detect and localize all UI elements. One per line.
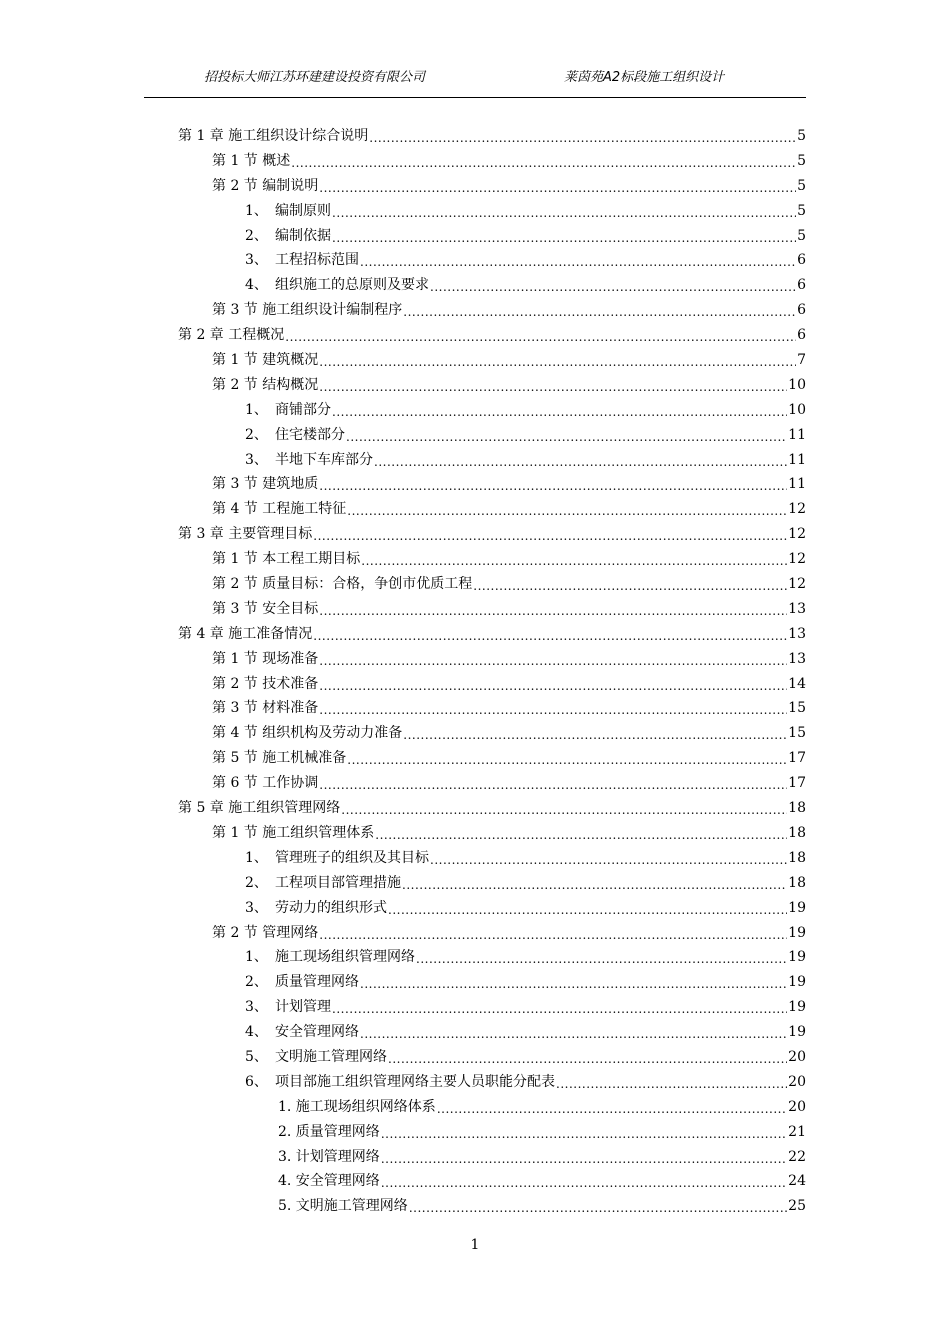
toc-dot-leader [332, 997, 787, 1022]
toc-entry-level-2[interactable] [212, 472, 806, 497]
toc-entry-title: 5. 文明施工管理网络 [278, 1198, 408, 1215]
toc-entry-page: 5 [797, 227, 806, 244]
toc-entry-level-2[interactable] [212, 721, 806, 746]
toc-entry-text: 计划管理 [275, 999, 331, 1016]
toc-entry-page: 6 [797, 302, 806, 319]
toc-dot-leader [388, 898, 787, 923]
toc-entry-title: 第 1 节 现场准备 [212, 650, 319, 667]
toc-entry-page: 12 [788, 576, 806, 593]
toc-entry-page: 5 [797, 202, 806, 219]
toc-dot-leader [381, 1147, 787, 1172]
toc-entry-level-3[interactable] [245, 846, 806, 871]
toc-entry-page: 5 [797, 128, 806, 144]
toc-entry-text: 劳动力的组织形式 [275, 899, 387, 916]
toc-dot-leader [332, 201, 796, 226]
toc-dot-leader [416, 947, 787, 972]
toc-entry-title [245, 871, 401, 896]
toc-entry-page: 18 [788, 849, 806, 866]
toc-entry-number: 2、 [245, 426, 268, 443]
toc-dot-leader [388, 1047, 787, 1072]
toc-dot-leader [319, 176, 796, 201]
toc-entry-text: 质量管理网络 [275, 974, 359, 991]
toc-entry-page: 5 [797, 152, 806, 169]
toc-dot-leader [346, 425, 787, 450]
toc-entry-number: 5、 [245, 1048, 268, 1065]
toc-entry-number: 2、 [245, 227, 268, 244]
toc-dot-leader [319, 375, 787, 400]
toc-entry-page: 19 [788, 974, 806, 991]
toc-entry-number: 3、 [245, 451, 268, 468]
toc-entry-level-2[interactable] [212, 298, 806, 323]
toc-dot-leader [347, 748, 787, 773]
toc-entry-text: 商铺部分 [275, 401, 331, 418]
toc-entry-page: 19 [788, 899, 806, 916]
toc-entry-number: 3、 [245, 899, 268, 916]
toc-entry-title [245, 398, 331, 423]
toc-entry-page: 20 [788, 1073, 806, 1090]
toc-entry-page: 6 [797, 277, 806, 294]
toc-dot-leader [402, 873, 787, 898]
toc-entry-title: 第 3 节 安全目标 [212, 600, 319, 617]
toc-dot-leader [319, 923, 787, 948]
toc-entry-number: 1、 [245, 949, 268, 966]
toc-entry-page: 22 [788, 1148, 806, 1165]
toc-entry-text: 编制原则 [275, 202, 331, 219]
header-company-name: 招投标大师江苏环建建设投资有限公司 [204, 70, 426, 85]
header-divider [144, 97, 806, 98]
toc-entry-level-2[interactable] [212, 174, 806, 199]
toc-entry-title [245, 896, 387, 921]
header-document-title: 莱茵苑A2标段施工组织设计 [564, 70, 725, 85]
toc-entry-title [245, 224, 331, 249]
toc-entry-title [245, 448, 373, 473]
toc-entry-page: 18 [788, 874, 806, 891]
toc-entry-title: 第 4 节 工程施工特征 [212, 501, 347, 518]
toc-entry-number: 1、 [245, 202, 268, 219]
toc-entry-level-2[interactable] [212, 821, 806, 846]
toc-entry-page: 11 [788, 451, 806, 468]
toc-dot-leader [381, 1122, 787, 1147]
toc-entry-page: 13 [788, 600, 806, 617]
toc-entry-page: 19 [788, 949, 806, 966]
toc-entry-level-3[interactable] [245, 423, 806, 448]
toc-entry-level-1[interactable] [178, 124, 806, 149]
toc-entry-level-4[interactable] [278, 1095, 806, 1120]
toc-entry-number: 1、 [245, 401, 268, 418]
toc-dot-leader [375, 823, 787, 848]
toc-dot-leader [319, 474, 787, 499]
toc-entry-level-3[interactable] [245, 273, 806, 298]
toc-dot-leader [313, 524, 787, 549]
toc-dot-leader [556, 1072, 787, 1097]
toc-entry-title: 第 5 章 施工组织管理网络 [178, 800, 341, 817]
toc-entry-page: 10 [788, 376, 806, 393]
toc-entry-number: 6、 [245, 1073, 268, 1090]
toc-entry-page: 6 [797, 327, 806, 344]
toc-entry-title [245, 1070, 555, 1095]
toc-entry-text: 施工现场组织管理网络 [275, 949, 415, 966]
toc-dot-leader [332, 226, 796, 251]
toc-entry-page: 10 [788, 401, 806, 418]
toc-entry-page: 17 [788, 775, 806, 792]
toc-dot-leader [319, 674, 787, 699]
toc-entry-page: 5 [797, 177, 806, 194]
toc-dot-leader [341, 798, 787, 823]
toc-entry-page: 12 [788, 551, 806, 568]
toc-entry-level-4[interactable] [278, 1145, 806, 1170]
toc-entry-page: 15 [788, 725, 806, 742]
toc-entry-text: 住宅楼部分 [275, 426, 345, 443]
toc-entry-text: 编制依据 [275, 227, 331, 244]
toc-dot-leader [430, 848, 787, 873]
toc-entry-page: 7 [797, 352, 806, 369]
toc-entry-level-4[interactable] [278, 1194, 806, 1219]
toc-dot-leader [403, 300, 796, 325]
toc-dot-leader [369, 126, 796, 151]
toc-entry-number: 4、 [245, 1024, 268, 1041]
toc-entry-level-3[interactable] [245, 871, 806, 896]
toc-entry-level-3[interactable] [245, 945, 806, 970]
toc-entry-title [245, 273, 429, 298]
toc-dot-leader [437, 1097, 787, 1122]
toc-dot-leader [403, 723, 787, 748]
toc-entry-number: 3、 [245, 999, 268, 1016]
toc-entry-title: 第 5 节 施工机械准备 [212, 750, 347, 767]
toc-entry-page: 20 [788, 1098, 806, 1115]
toc-entry-title: 第 2 节 管理网络 [212, 924, 319, 941]
toc-dot-leader [381, 1171, 787, 1196]
toc-entry-level-2[interactable] [212, 597, 806, 622]
toc-entry-level-2[interactable] [212, 497, 806, 522]
toc-entry-level-2[interactable] [212, 746, 806, 771]
toc-entry-title: 4. 安全管理网络 [278, 1173, 380, 1190]
toc-entry-title [245, 1020, 359, 1045]
toc-entry-title [245, 945, 415, 970]
toc-entry-level-1[interactable] [178, 796, 806, 821]
toc-dot-leader [409, 1196, 787, 1221]
toc-dot-leader [319, 350, 796, 375]
toc-entry-level-2[interactable] [212, 348, 806, 373]
toc-entry-title: 第 2 节 编制说明 [212, 177, 319, 194]
toc-entry-title: 第 3 章 主要管理目标 [178, 526, 313, 543]
toc-dot-leader [347, 499, 787, 524]
toc-entry-page: 11 [788, 476, 806, 493]
toc-entry-level-3[interactable] [245, 224, 806, 249]
toc-dot-leader [332, 400, 787, 425]
toc-entry-title [245, 1045, 387, 1070]
toc-entry-text: 项目部施工组织管理网络主要人员职能分配表 [275, 1073, 555, 1090]
toc-entry-page: 11 [788, 426, 806, 443]
toc-entry-level-3[interactable] [245, 970, 806, 995]
toc-entry-title [245, 423, 345, 448]
toc-entry-level-3[interactable] [245, 1070, 806, 1095]
toc-dot-leader [360, 250, 796, 275]
toc-dot-leader [473, 574, 787, 599]
toc-entry-title: 3. 计划管理网络 [278, 1148, 380, 1165]
toc-entry-page: 24 [788, 1173, 806, 1190]
toc-entry-title: 第 1 节 概述 [212, 152, 291, 169]
toc-entry-page: 17 [788, 750, 806, 767]
toc-entry-title: 第 2 节 结构概况 [212, 376, 319, 393]
toc-entry-number: 3、 [245, 252, 268, 269]
toc-entry-level-3[interactable] [245, 995, 806, 1020]
toc-entry-level-1[interactable] [178, 323, 806, 348]
toc-entry-title: 第 2 章 工程概况 [178, 327, 285, 344]
toc-entry-level-3[interactable] [245, 1020, 806, 1045]
toc-dot-leader [319, 698, 787, 723]
table-of-contents [0, 124, 950, 1219]
page-header [144, 64, 806, 88]
toc-entry-page: 6 [797, 252, 806, 269]
toc-entry-title: 第 4 节 组织机构及劳动力准备 [212, 725, 403, 742]
toc-entry-number: 2、 [245, 974, 268, 991]
toc-entry-page: 25 [788, 1198, 806, 1215]
toc-entry-title [245, 970, 359, 995]
toc-dot-leader [319, 599, 787, 624]
toc-entry-title: 2. 质量管理网络 [278, 1123, 380, 1140]
page-number: 1 [470, 1237, 480, 1253]
toc-dot-leader [319, 773, 787, 798]
toc-entry-level-2[interactable] [212, 696, 806, 721]
toc-entry-level-3[interactable] [245, 199, 806, 224]
toc-entry-title: 第 1 节 建筑概况 [212, 352, 319, 369]
toc-entry-title [245, 846, 429, 871]
toc-dot-leader [319, 649, 787, 674]
toc-entry-page: 15 [788, 700, 806, 717]
toc-entry-text: 组织施工的总原则及要求 [275, 277, 429, 294]
toc-dot-leader [374, 450, 787, 475]
toc-entry-title: 第 1 章 施工组织设计综合说明 [178, 128, 369, 144]
toc-entry-level-1[interactable] [178, 622, 806, 647]
toc-entry-page: 18 [788, 800, 806, 817]
toc-entry-page: 20 [788, 1048, 806, 1065]
toc-entry-text: 安全管理网络 [275, 1024, 359, 1041]
toc-entry-page: 18 [788, 824, 806, 841]
toc-entry-page: 21 [788, 1123, 806, 1140]
toc-entry-level-4[interactable] [278, 1120, 806, 1145]
toc-entry-level-3[interactable] [245, 248, 806, 273]
toc-entry-title: 第 2 节 质量目标：合格，争创市优质工程 [212, 576, 473, 593]
toc-entry-title: 第 4 章 施工准备情况 [178, 625, 313, 642]
toc-entry-page: 14 [788, 675, 806, 692]
toc-entry-level-2[interactable] [212, 373, 806, 398]
toc-dot-leader [430, 275, 796, 300]
toc-entry-level-4[interactable] [278, 1169, 806, 1194]
toc-entry-title [245, 248, 359, 273]
toc-entry-level-3[interactable] [245, 1045, 806, 1070]
toc-dot-leader [313, 624, 787, 649]
toc-entry-text: 工程项目部管理措施 [275, 874, 401, 891]
toc-entry-level-2[interactable] [212, 547, 806, 572]
toc-entry-level-2[interactable] [212, 921, 806, 946]
toc-entry-title: 第 1 节 施工组织管理体系 [212, 824, 375, 841]
toc-entry-title [245, 199, 331, 224]
toc-entry-number: 1、 [245, 849, 268, 866]
toc-entry-level-1[interactable] [178, 522, 806, 547]
toc-entry-title: 1. 施工现场组织网络体系 [278, 1098, 436, 1115]
toc-dot-leader [360, 1022, 787, 1047]
toc-entry-text: 半地下车库部分 [275, 451, 373, 468]
toc-entry-page: 19 [788, 1024, 806, 1041]
toc-entry-page: 19 [788, 999, 806, 1016]
toc-entry-level-2[interactable] [212, 149, 806, 174]
toc-entry-number: 2、 [245, 874, 268, 891]
toc-dot-leader [291, 151, 796, 176]
toc-entry-level-2[interactable] [212, 771, 806, 796]
toc-dot-leader [285, 325, 796, 350]
toc-entry-number: 4、 [245, 277, 268, 294]
toc-entry-level-3[interactable] [245, 398, 806, 423]
toc-entry-text: 文明施工管理网络 [275, 1048, 387, 1065]
toc-entry-level-3[interactable] [245, 896, 806, 921]
toc-entry-page: 13 [788, 650, 806, 667]
toc-entry-page: 12 [788, 526, 806, 543]
toc-entry-title: 第 2 节 技术准备 [212, 675, 319, 692]
toc-entry-title: 第 3 节 建筑地质 [212, 476, 319, 493]
toc-entry-level-2[interactable] [212, 647, 806, 672]
toc-entry-title: 第 1 节 本工程工期目标 [212, 551, 361, 568]
toc-dot-leader [361, 549, 787, 574]
toc-entry-text: 工程招标范围 [275, 252, 359, 269]
toc-entry-level-3[interactable] [245, 448, 806, 473]
toc-entry-title: 第 6 节 工作协调 [212, 775, 319, 792]
toc-entry-title: 第 3 节 施工组织设计编制程序 [212, 302, 403, 319]
toc-entry-level-2[interactable] [212, 672, 806, 697]
toc-entry-page: 19 [788, 924, 806, 941]
toc-entry-page: 13 [788, 625, 806, 642]
toc-entry-page: 12 [788, 501, 806, 518]
toc-dot-leader [360, 972, 787, 997]
toc-entry-title [245, 995, 331, 1020]
toc-entry-title: 第 3 节 材料准备 [212, 700, 319, 717]
toc-entry-level-2[interactable] [212, 572, 806, 597]
toc-entry-text: 管理班子的组织及其目标 [275, 849, 429, 866]
